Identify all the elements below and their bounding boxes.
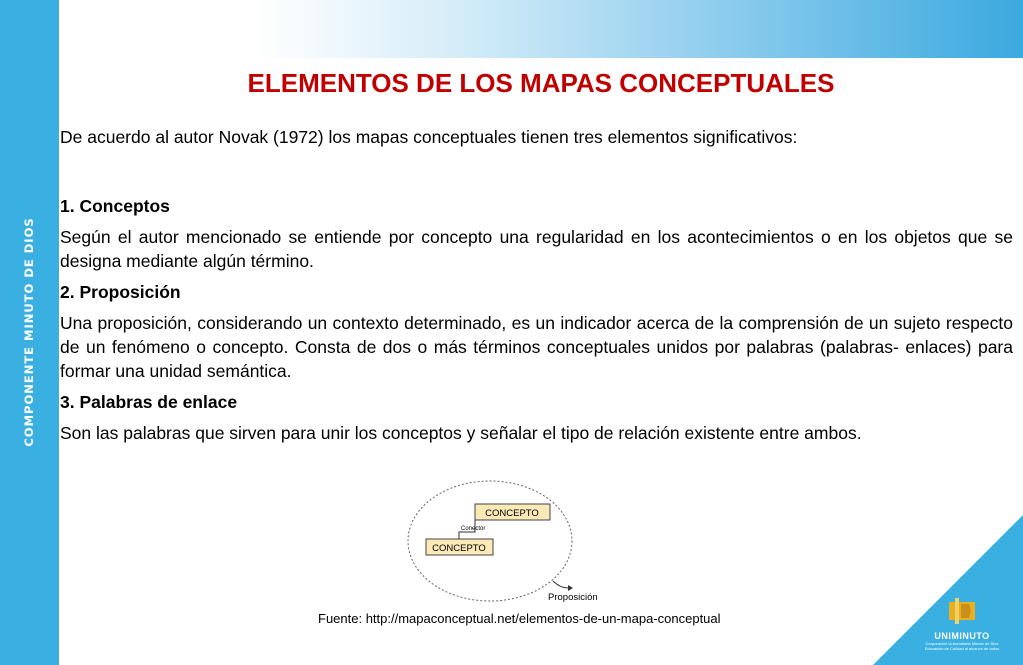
logo-tagline-1: Corporación Universitaria Minuto de Dios (925, 641, 999, 646)
side-band (0, 0, 59, 665)
uniminuto-emblem-icon (947, 598, 977, 624)
source-citation: Fuente: http://mapaconceptual.net/elementos-de-un-mapa-conceptual (318, 611, 721, 626)
proposition-arrowhead (568, 585, 573, 591)
page-title: ELEMENTOS DE LOS MAPAS CONCEPTUALES (247, 68, 835, 98)
section-heading-palabras-enlace: 3. Palabras de enlace (60, 392, 238, 412)
side-band-text: COMPONENTE MINUTO DE DIOS (22, 217, 36, 447)
concept-label-bottom: CONCEPTO (432, 543, 486, 554)
connector-label: Conector (461, 526, 486, 532)
section-text-palabras-enlace: Son las palabras que sirven para unir los conceptos y señalar el tipo de relación existente entre ambos. (60, 423, 862, 443)
uniminuto-logo (922, 598, 1002, 658)
intro-text: De acuerdo al autor Novak (1972) los mapas conceptuales tienen tres elementos significativos: (60, 127, 798, 147)
logo-name: UNIMINUTO (934, 631, 990, 641)
section-text-proposicion: Una proposición, considerando un contexto determinado, es un indicador acerca de la comprensión de un sujeto respecto de un fenómeno o concepto. Consta de dos o más términos conceptuales unidos por palabras (palabras- enlaces) para formar una unidad semántica. (60, 313, 1013, 381)
concept-map-diagram (405, 476, 620, 606)
section-text-conceptos: Según el autor mencionado se entiende por concepto una regularidad en los acontecimientos o en los objetos que se designa mediante algún término. (60, 227, 1013, 271)
section-heading-conceptos: 1. Conceptos (60, 196, 170, 216)
proposition-label: Proposición (548, 592, 598, 603)
logo-tagline-2: Educación de Calidad al alcance de todos (924, 646, 1000, 651)
header-gradient-band (0, 0, 1023, 58)
proposition-arrow (553, 581, 568, 588)
section-heading-proposicion: 2. Proposición (60, 282, 181, 302)
main-content (60, 125, 1013, 445)
concept-label-top: CONCEPTO (485, 508, 539, 519)
